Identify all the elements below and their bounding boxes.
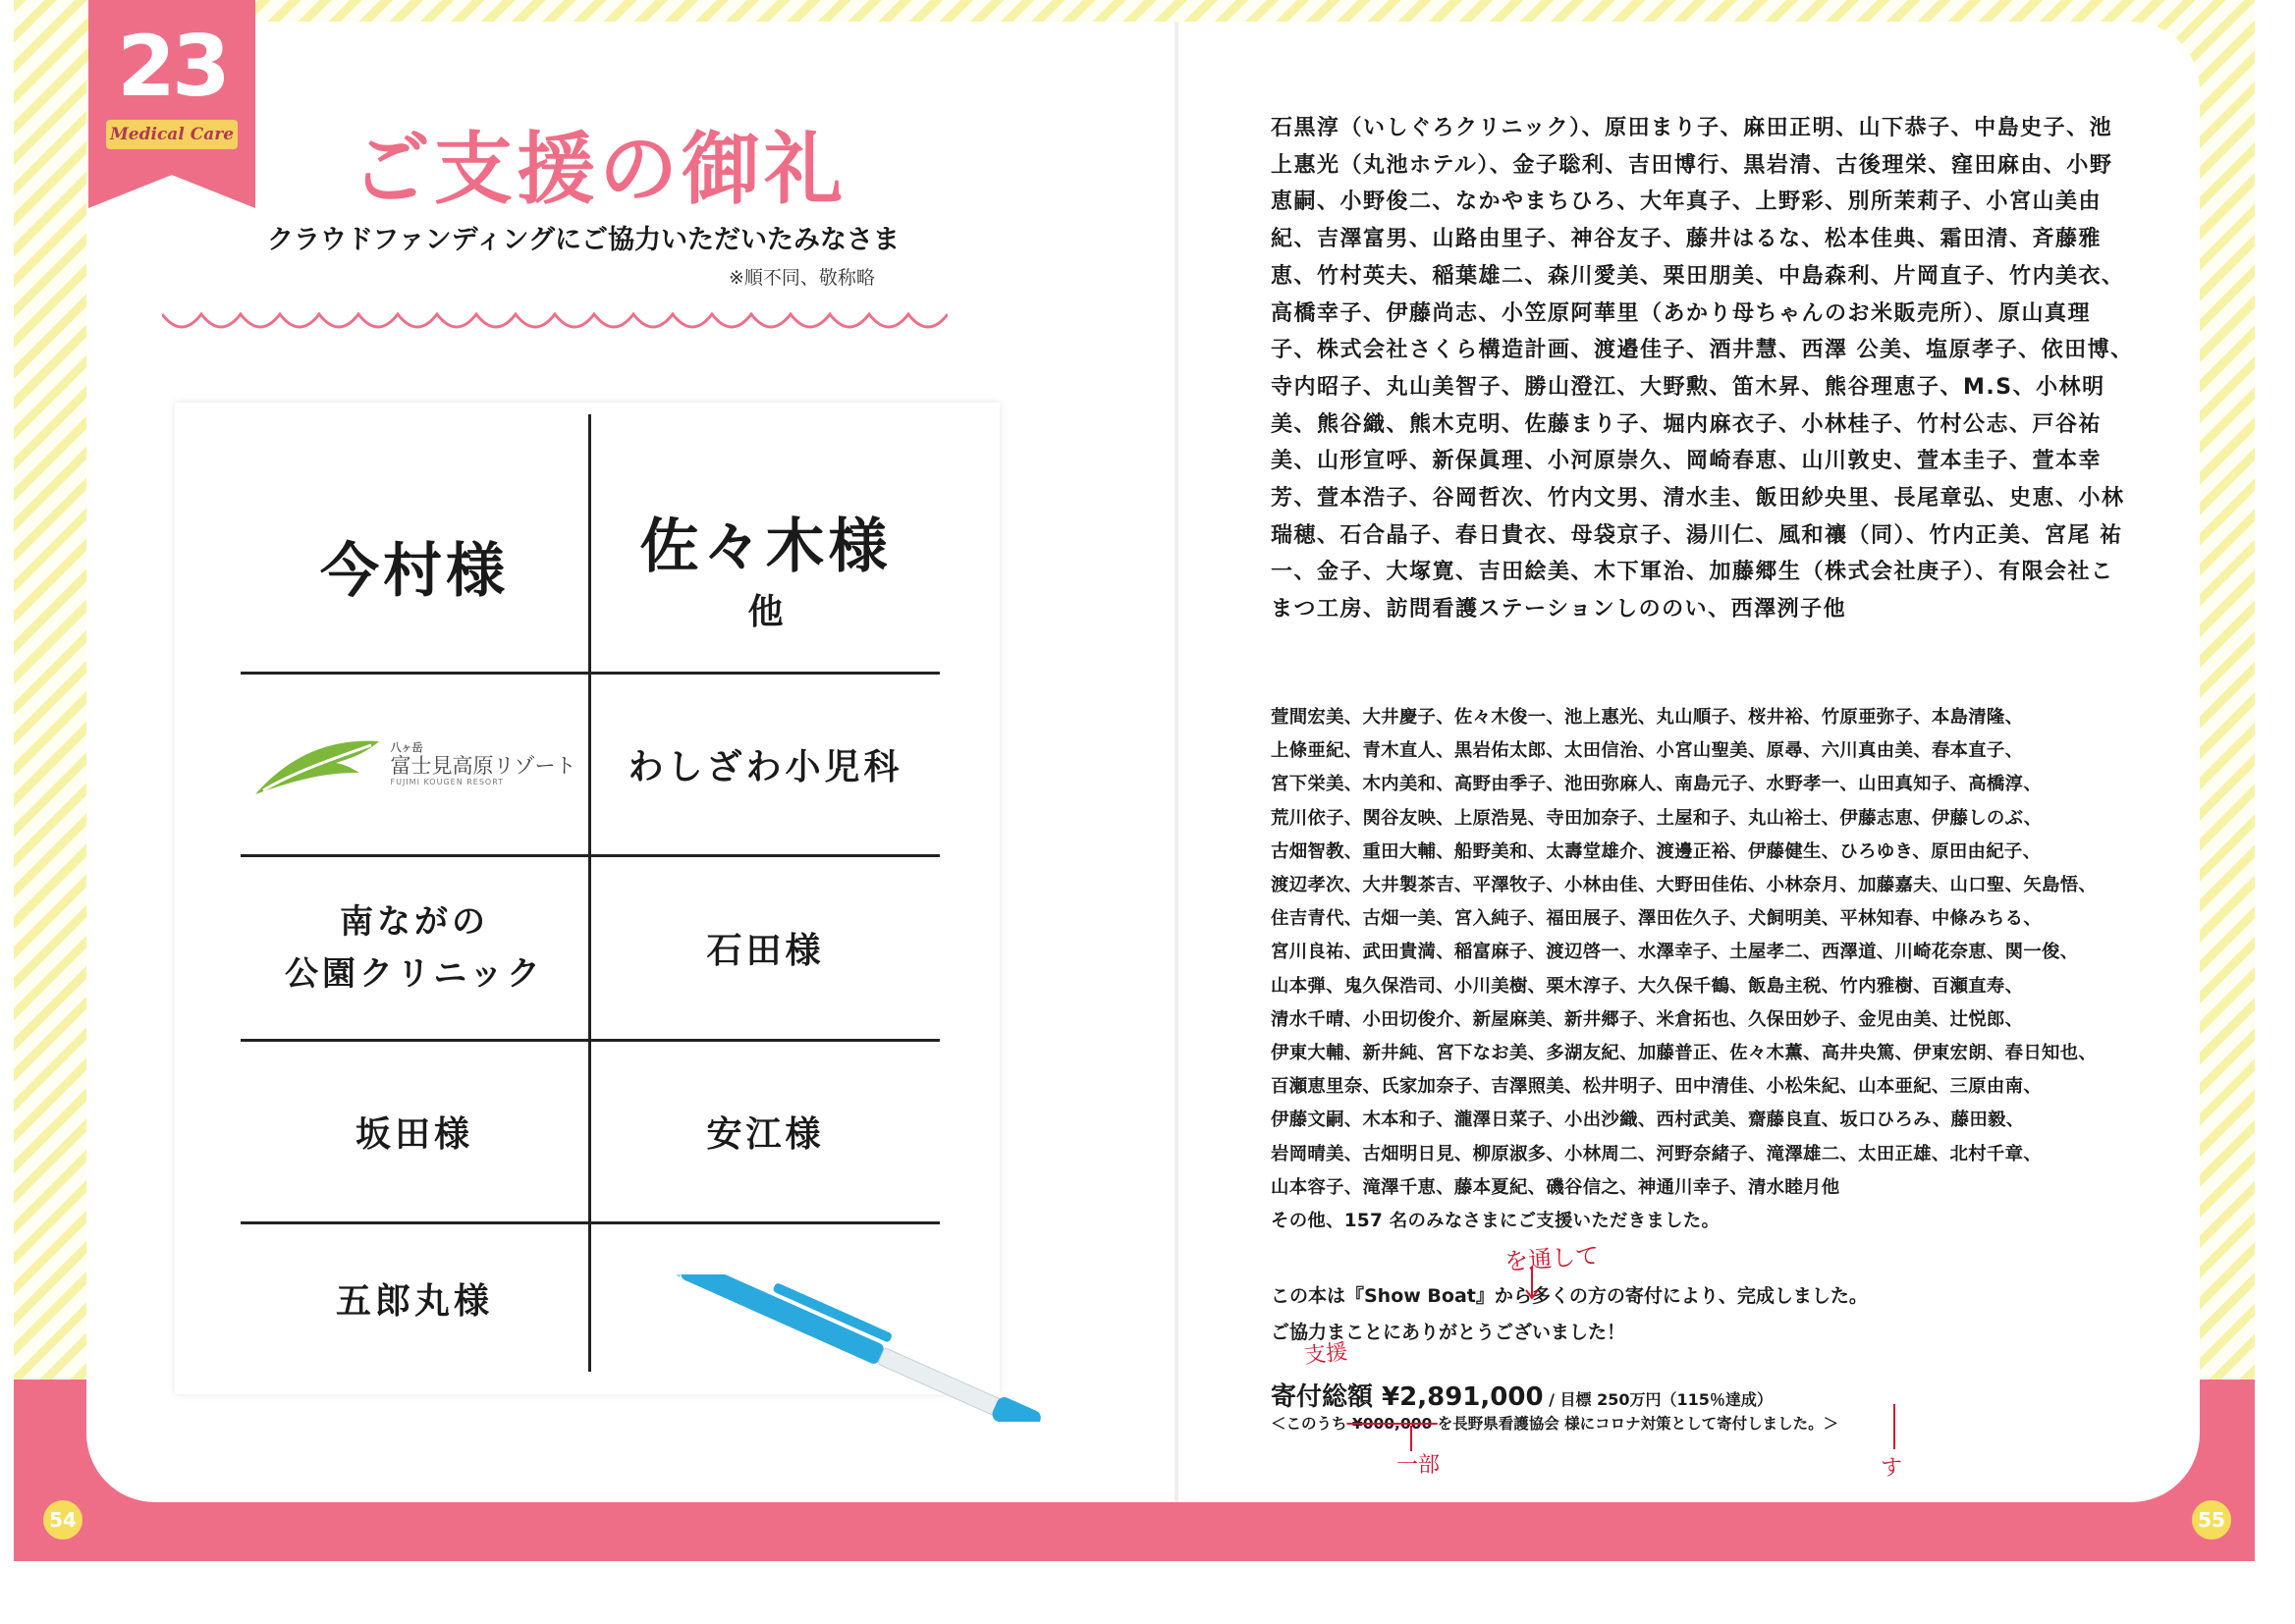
chapter-number: 23: [117, 18, 227, 116]
sponsor-name: 今村様: [320, 537, 509, 606]
sponsor-suffix: 他: [747, 591, 784, 632]
sponsor-cell: [591, 473, 940, 660]
sponsor-name: 安江様: [706, 1114, 825, 1155]
supporters-list-major: 石黒淳（いしぐろクリニック）、原田まり子、麻田正明、山下恭子、中島史子、池上惠光（丸池ホテル）、金子聡利、吉田博行、黒岩清、古後理栄、窪田麻由、小野恵嗣、小野俊二、なかやまちひろ、大年真子、上野彩、別所茉莉子、小宮山美由紀、吉澤富男、山路由里子、神谷友子、藤井はるな、松本佳典、霜田清、斉藤雅恵、竹村英夫、稲葉雄二、森川愛美、栗田朋美、中島森利、片岡直子、竹内美衣、高橋幸子、伊藤尚志、小笠原阿華里（あかり母ちゃんのお米販売所）、原山真理子、株式会社さくら構造計画、渡邉佳子、酒井慧、西澤 公美、塩原孝子、依田博、寺内昭子、丸山美智子、勝山澄江、大野勲、笛木昇、熊谷理恵子、M.S、小林明美、熊谷織、熊木克明、佐藤まり子、堀内麻衣子、小林桂子、竹村公志、戸谷祐美、山形宣呼、新保眞理、小河原崇久、岡崎春恵、山川敦史、萱本圭子、萱本幸芳、萱本浩子、谷岡哲次、竹内文男、清水圭、飯田紗央里、長尾章弘、史恵、小林瑞穂、石合晶子、春日貴衣、母袋京子、湯川仁、風和禳（同）、竹内正美、宮尾 祐一、金子、大塚寛、吉田絵美、木下軍治、加藤郷生（株式会社庚子）、有限会社こまつ工房、訪問看護ステーションしののい、西澤洌子他: [1271, 116, 2134, 623]
page-gutter: [1175, 22, 1178, 1502]
supporters-line: 荒川依子、関谷友映、上原浩晃、寺田加奈子、土屋和子、丸山裕士、伊藤志恵、伊藤しのぶ、: [1271, 807, 2043, 829]
handwritten-su: す: [1881, 1456, 1903, 1481]
supporters-line: 上條亜紀、青木直人、黒岩佑太郎、太田信治、小宮山聖美、原尋、六川真由美、春本直子、: [1271, 740, 2024, 762]
supporters-line: 渡辺孝次、大井製茶吉、平澤牧子、小林由佳、大野田佳佑、小林奈月、加藤嘉夫、山口聖、矢島悟、: [1271, 875, 2098, 896]
sponsor-name: わしざわ小児科: [628, 747, 903, 787]
resort-logo: [253, 733, 576, 796]
leaf-icon: [253, 733, 381, 796]
logo-english: FUJIMI KOUGEN RESORT: [390, 778, 505, 787]
donation-note-rest: を長野県看護協会 様にコロナ対策として寄付しました。＞: [1437, 1415, 1839, 1433]
sponsor-name: 五郎丸様: [335, 1280, 493, 1322]
page-subtitle: クラウドファンディングにご協力いただいたみなさま: [267, 225, 900, 255]
page-number-left: 54: [43, 1500, 82, 1540]
supporters-line: 古畑智教、重田大輔、船野美和、太壽堂雄介、渡邊正裕、伊藤健生、ひろゆき、原田由紀子、: [1271, 840, 2042, 862]
supporters-line: その他、157 名のみなさまにご支援いただきました。: [1271, 1211, 1721, 1232]
supporters-line: 山本容子、滝澤千恵、藤本夏紀、磯谷信之、神通川幸子、清水睦月他: [1271, 1176, 1840, 1198]
handwritten-support: 支援: [1303, 1339, 1349, 1370]
struck-amount: ¥000,000: [1346, 1415, 1438, 1433]
sponsor-name-line: 公園クリニック: [285, 953, 544, 994]
supporters-line: 百瀬恵里奈、氏家加奈子、吉澤照美、松井明子、田中清佳、小松朱紀、山本亜紀、三原由南、: [1271, 1076, 2043, 1098]
supporters-line: 山本弾、鬼久保浩司、小川美樹、栗木淳子、大久保千鶴、飯島主税、竹内雅樹、百瀬直寿、: [1271, 975, 2024, 997]
page-number-right: 55: [2192, 1500, 2231, 1540]
handwritten-insert: を通して: [1503, 1241, 1601, 1276]
sponsor-table: [241, 414, 940, 1372]
supporters-line: 伊東大輔、新井純、宮下なお美、多湖友紀、加藤普正、佐々木薫、高井央篤、伊東宏朗、春日知也、: [1271, 1043, 2098, 1064]
supporters-line: 萱間宏美、大井慶子、佐々木俊一、池上惠光、丸山順子、桜井裕、竹原亜弥子、本島清隆、: [1271, 707, 2024, 728]
closing-line-1: この本は『Show Boat』から多くの方の寄付により、完成しました。: [1271, 1285, 1868, 1307]
sponsor-cell: [241, 1224, 588, 1372]
supporters-line: 住吉青代、古畑一美、宮入純子、福田展子、澤田佐久子、犬飼明美、平林知春、中條みちる、: [1271, 908, 2043, 930]
sponsor-cell: [591, 857, 940, 1039]
logo-region: 八ヶ岳: [390, 740, 423, 754]
sponsor-cell: [591, 1042, 940, 1221]
sponsor-name-line: 南ながの: [340, 901, 489, 942]
donation-note-open: ＜このうち: [1271, 1415, 1347, 1433]
sponsor-name: 坂田様: [355, 1114, 473, 1155]
pen-icon: [638, 1274, 1070, 1422]
donation-goal: / 目標 250万円（115％達成）: [1543, 1390, 1773, 1409]
donation-total: [1271, 1377, 1773, 1413]
sponsor-cell: [591, 675, 940, 854]
sponsor-cell: [241, 675, 588, 854]
chapter-ribbon: Medical Care: [106, 120, 238, 149]
insert-mark: [1522, 1267, 1542, 1306]
sponsor-cell: [241, 473, 588, 660]
supporters-line: 岩岡晴美、古畑明日見、柳原淑多、小林周二、河野奈緒子、滝澤雄二、太田正雄、北村千章、: [1271, 1143, 2043, 1164]
caret-mark: [1404, 1426, 1418, 1453]
wave-divider: [162, 306, 948, 340]
closing-line-2: ご協力まことにありがとうございました！: [1271, 1322, 1626, 1343]
sponsor-cell: [241, 857, 588, 1039]
donation-note: [1271, 1412, 1838, 1434]
caret-mark: [1887, 1404, 1901, 1453]
page-title: ご支援の御礼: [352, 124, 847, 215]
logo-name: 富士見高原リゾート: [390, 754, 576, 779]
handwritten-part: 一部: [1396, 1453, 1441, 1478]
donation-total-amount: 寄付総額 ¥2,891,000: [1271, 1382, 1544, 1412]
supporters-line: 伊藤文嗣、木本和子、瀧澤日菜子、小出沙織、西村武美、齋藤良直、坂口ひろみ、藤田毅、: [1271, 1110, 2025, 1131]
supporters-line: 宮川良祐、武田貴満、稲富麻子、渡辺啓一、水澤幸子、土屋孝二、西澤道、川崎花奈恵、関一俊、: [1271, 942, 2079, 963]
supporters-line: 清水千晴、小田切俊介、新屋麻美、新井郷子、米倉拓也、久保田妙子、金児由美、辻悦郎、: [1271, 1008, 2024, 1030]
supporters-list-general: [1271, 701, 2135, 1238]
sponsor-name: 石田様: [706, 931, 825, 971]
supporters-line: 宮下栄美、木内美和、高野由季子、池田弥麻人、南島元子、水野孝一、山田真知子、高橋淳、: [1271, 774, 2043, 795]
sponsor-name: 佐々木様: [639, 512, 892, 581]
sponsor-cell: [241, 1042, 588, 1221]
order-note: ※順不同、敬称略: [729, 267, 875, 289]
